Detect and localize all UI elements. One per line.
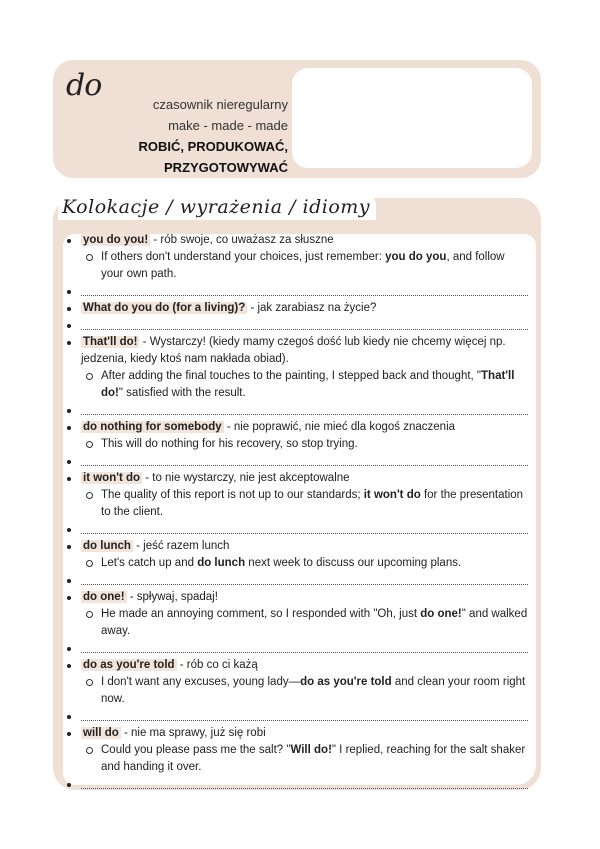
example-text: for the presentation to the client.	[101, 489, 524, 518]
term: you do you!	[83, 234, 149, 246]
meaning: - Wystarczy! (kiedy mamy czegoś dość lub kiedy nie chcemy więcej np. jedzenia, kiedy ktoś nam nakłada obiad).	[81, 336, 506, 365]
answer-line[interactable]	[63, 453, 528, 470]
answer-line[interactable]	[63, 776, 528, 793]
meaning: - nie ma sprawy, już się robi	[120, 727, 266, 739]
bullet-icon	[67, 545, 71, 549]
list-item	[63, 657, 528, 708]
sub-bullet-icon	[86, 373, 93, 380]
bullet-icon	[67, 732, 71, 736]
bullet-icon	[67, 426, 71, 430]
meaning: - rób swoje, co uważasz za słuszne	[150, 234, 334, 246]
sub-bullet-icon	[86, 747, 93, 754]
verb-translation-2: PRZYGOTOWYWAĆ	[164, 160, 288, 175]
list-item	[63, 334, 528, 402]
meaning: - spływaj, spadaj!	[126, 591, 218, 603]
term: it won't do	[83, 472, 141, 484]
bullet-icon	[67, 596, 71, 600]
example-text: " I replied, reaching for the salt shaker and handing it over.	[101, 744, 526, 773]
term: do nothing for somebody	[83, 421, 222, 433]
sub-bullet-icon	[86, 560, 93, 567]
bullet-icon	[67, 409, 71, 413]
list-item	[63, 300, 528, 317]
verb-forms: make - made - made	[168, 118, 288, 133]
bullet-icon	[67, 460, 71, 464]
example-text: Could you please pass me the salt? "	[101, 744, 291, 756]
term: do one!	[83, 591, 125, 603]
example-highlight: That'll do!	[101, 370, 515, 399]
example-text: If others don't understand your choices, just remember:	[101, 251, 386, 263]
meaning: - jak zarabiasz na życie?	[247, 302, 377, 314]
term: will do	[83, 727, 119, 739]
term: That'll do!	[83, 336, 138, 348]
bullet-icon	[67, 239, 71, 243]
bullet-icon	[67, 664, 71, 668]
list-item	[63, 419, 528, 453]
verb-info	[118, 94, 288, 178]
answer-line[interactable]	[63, 283, 528, 300]
meaning: - jeść razem lunch	[132, 540, 230, 552]
example-text: , and follow your own path.	[101, 251, 505, 280]
example-highlight: it won't do	[363, 489, 421, 501]
bullet-icon	[67, 307, 71, 311]
bullet-icon	[67, 341, 71, 345]
verb-title: do	[66, 68, 102, 103]
example-text: " satisfied with the result.	[118, 387, 246, 399]
sub-bullet-icon	[86, 611, 93, 618]
list-item	[63, 725, 528, 776]
verb-translation-1: ROBIĆ, PRODUKOWAĆ,	[138, 139, 288, 154]
example-text: next week to discuss our upcoming plans.	[245, 557, 462, 569]
bullet-icon	[67, 290, 71, 294]
bullet-icon	[67, 647, 71, 651]
bullet-icon	[67, 783, 71, 787]
example-text: Let's catch up and	[101, 557, 198, 569]
bullet-icon	[67, 579, 71, 583]
list-item	[63, 232, 528, 283]
verb-type: czasownik nieregularny	[152, 97, 288, 112]
section-title: Kolokacje / wyrażenia / idiomy	[58, 196, 376, 220]
example-text: " and walked away.	[101, 608, 528, 637]
example-text: and clean your room right now.	[101, 676, 526, 705]
sub-bullet-icon	[86, 441, 93, 448]
example-text: The quality of this report is not up to our standards;	[101, 489, 364, 501]
example-highlight: do one!	[420, 608, 462, 620]
term: do lunch	[83, 540, 131, 552]
sub-bullet-icon	[86, 679, 93, 686]
bullet-icon	[67, 324, 71, 328]
example-text: This will do nothing for his recovery, so stop trying.	[101, 438, 358, 450]
answer-line[interactable]	[63, 572, 528, 589]
collocations-list	[63, 232, 528, 793]
meaning: - to nie wystarczy, nie jest akceptowalne	[142, 472, 350, 484]
answer-line[interactable]	[63, 640, 528, 657]
example-highlight: Will do!	[290, 744, 332, 756]
bullet-icon	[67, 528, 71, 532]
bullet-icon	[67, 477, 71, 481]
sub-bullet-icon	[86, 254, 93, 261]
term: What do you do (for a living)?	[83, 302, 246, 314]
example-text: After adding the final touches to the painting, I stepped back and thought, "	[101, 370, 482, 382]
example-highlight: do as you're told	[300, 676, 392, 688]
list-item	[63, 470, 528, 521]
answer-line[interactable]	[63, 402, 528, 419]
example-highlight: you do you	[385, 251, 447, 263]
meaning: - rób co ci każą	[176, 659, 258, 671]
list-item	[63, 538, 528, 572]
answer-line[interactable]	[63, 708, 528, 725]
header-notes-box	[292, 68, 532, 168]
example-text: I don't want any excuses, young lady—	[101, 676, 301, 688]
term: do as you're told	[83, 659, 175, 671]
bullet-icon	[67, 715, 71, 719]
example-text: He made an annoying comment, so I responded with "Oh, just	[101, 608, 421, 620]
answer-line[interactable]	[63, 521, 528, 538]
answer-line[interactable]	[63, 317, 528, 334]
example-highlight: do lunch	[197, 557, 246, 569]
list-item	[63, 589, 528, 640]
sub-bullet-icon	[86, 492, 93, 499]
meaning: - nie poprawić, nie mieć dla kogoś znaczenia	[223, 421, 456, 433]
